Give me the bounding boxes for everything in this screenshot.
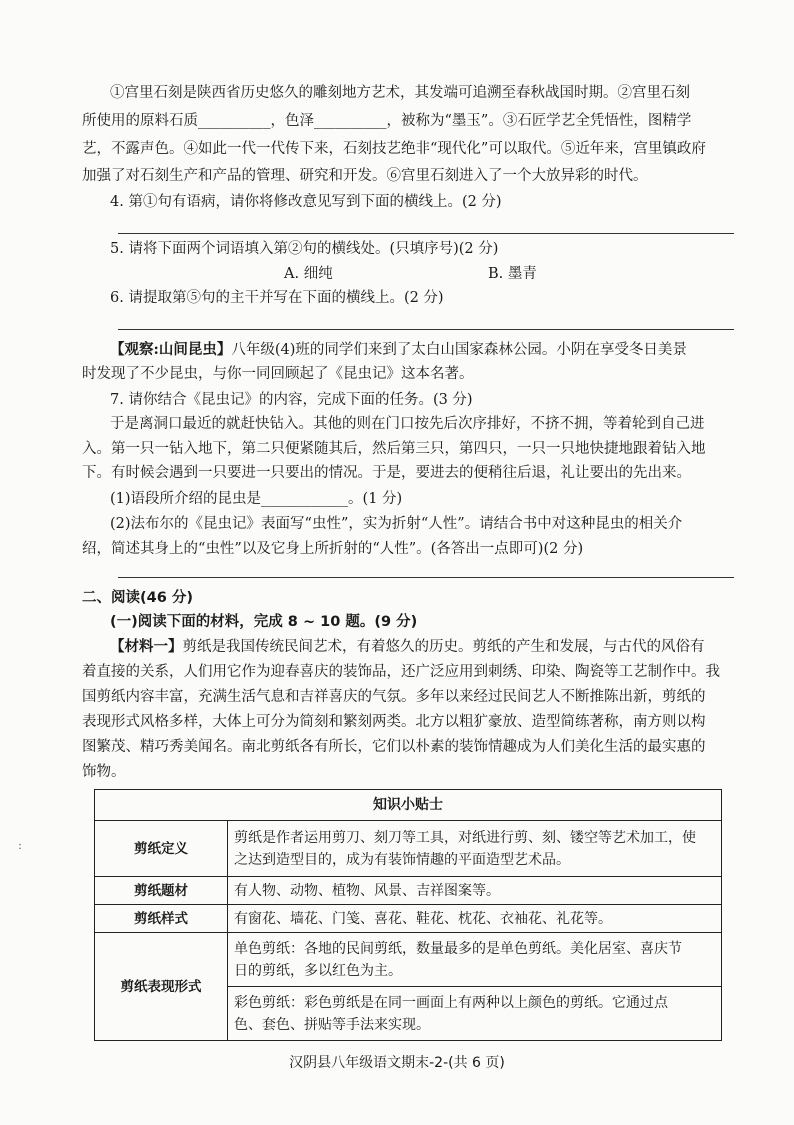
- section-2-heading: 二、阅读(46 分): [82, 590, 193, 606]
- excerpt-line-1: 于是离洞口最近的就赶快钻入。其他的则在门口按先后次序排好，不挤不拥，等着轮到自己进: [110, 416, 705, 432]
- question-4: 4. 第①句有语病，请你将修改意见写到下面的横线上。(2 分): [110, 194, 502, 210]
- multi-color-line-1: 彩色剪纸：彩色剪纸是在同一画面上有两种以上颜色的剪纸。它通过点: [234, 994, 668, 1011]
- answer-line-q7-2[interactable]: [118, 577, 734, 578]
- observe-tag: 【观察:山间昆虫】: [110, 341, 232, 358]
- material1-tag: 【材料一】: [110, 638, 183, 655]
- material1-line-6: 饰物。: [82, 764, 126, 780]
- option-b: B. 墨青: [488, 266, 537, 282]
- multi-color-line-2: 色、套色、拼贴等手法来实现。: [234, 1016, 430, 1033]
- row-value-subjects: 有人物、动物、植物、风景、吉祥图案等。: [228, 877, 722, 905]
- passage-line-3: 艺，不露声色。④如此一代一代传下来，石刻技艺绝非“现代化”可以取代。⑤近年来，宫里镇政府: [82, 141, 706, 157]
- row-value-single-color: [228, 933, 722, 987]
- question-5: 5. 请将下面两个词语填入第②句的横线处。(只填序号)(2 分): [110, 241, 499, 257]
- excerpt-line-2: 入。第一只一钻入地下，第二只便紧随其后，然后第三只，第四只，一只一只地快捷地跟着钻入地: [82, 441, 706, 457]
- question-7-2-line-2: 绍，简述其身上的“虫性”以及它身上所折射的“人性”。(各答出一点即可)(2 分): [82, 541, 584, 557]
- row-value-definition: [228, 821, 722, 877]
- passage-line-1: ①宫里石刻是陕西省历史悠久的雕刻地方艺术，其发端可追溯至春秋战国时期。②宫里石刻: [110, 85, 690, 101]
- row-value-multi-color: [228, 987, 722, 1041]
- definition-line-2: 之达到造型目的，成为有装饰情趣的平面造型艺术品。: [234, 851, 570, 868]
- table-title: 知识小贴士: [95, 790, 722, 821]
- subsection-1-heading: (一)阅读下面的材料，完成 8 ~ 10 题。(9 分): [110, 614, 418, 630]
- observe-line-1: [110, 340, 742, 360]
- material1-text-1: 剪纸是我国传统民间艺术，有着悠久的历史。剪纸的产生和发展，与古代的风俗有: [182, 639, 705, 655]
- observe-text-1: 八年级(4)班的同学们来到了太白山国家森林公园。小阴在享受冬日美景: [231, 342, 687, 358]
- excerpt-line-3: 下。有时候会遇到一只要进一只要出的情况。于是，要进去的便稍往后退，礼让要出的先出来。: [82, 465, 691, 481]
- row-key-forms: 剪纸表现形式: [95, 933, 228, 1041]
- question-7-2-line-1: (2)法布尔的《昆虫记》表面写“虫性”，实为折射“人性”。请结合书中对这种昆虫的相关介: [110, 516, 683, 532]
- row-key-definition: 剪纸定义: [95, 821, 228, 877]
- material1-line-4: 表现形式风格多样，大体上可分为简刻和繁刻两类。北方以粗犷豪放、造型简练著称，南方则以构: [82, 714, 706, 730]
- answer-line-q4[interactable]: [118, 233, 734, 234]
- knowledge-tips-table: [94, 789, 722, 1041]
- question-6: 6. 请提取第⑤句的主干并写在下面的横线上。(2 分): [110, 290, 444, 306]
- material1-line-5: 图繁茂、精巧秀美闻名。南北剪纸各有所长，它们以朴素的装饰情趣成为人们美化生活的最实惠的: [82, 739, 706, 755]
- material1-line-2: 着直接的关系，人们用它作为迎春喜庆的装饰品，还广泛应用到刺绣、印染、陶瓷等工艺制作中。我: [82, 664, 720, 680]
- passage-line-4: 加强了对石刻生产和产品的管理、研究和开发。⑥宫里石刻进入了一个大放异彩的时代。: [82, 168, 648, 184]
- single-color-line-1: 单色剪纸：各地的民间剪纸，数量最多的是单色剪纸。美化居室、喜庆节: [234, 940, 682, 957]
- row-key-styles: 剪纸样式: [95, 905, 228, 933]
- page-footer: 汉阴县八年级语文期末-2-(共 6 页): [289, 1055, 505, 1071]
- single-color-line-2: 日的剪纸，多以红色为主。: [234, 962, 402, 979]
- observe-line-2: 时发现了不少昆虫，与你一同回顾起了《昆虫记》这本名著。: [82, 366, 474, 382]
- answer-line-q6[interactable]: [118, 329, 734, 330]
- row-value-styles: 有窗花、墙花、门笺、喜花、鞋花、枕花、衣袖花、礼花等。: [228, 905, 722, 933]
- question-7-1: (1)语段所介绍的昆虫是____________。(1 分): [110, 491, 403, 507]
- definition-line-1: 剪纸是作者运用剪刀、刻刀等工具，对纸进行剪、刻、镂空等艺术加工，使: [234, 829, 696, 846]
- passage-line-2: 所使用的原料石质__________，色泽__________，被称为“墨玉”。③石匠学艺全凭悟性，图精学: [82, 113, 692, 129]
- option-a: A. 细纯: [284, 266, 333, 282]
- question-7: 7. 请你结合《昆虫记》的内容，完成下面的任务。(3 分): [110, 392, 473, 408]
- row-key-subjects: 剪纸题材: [95, 877, 228, 905]
- material1-line-1: [110, 637, 742, 657]
- material1-line-3: 国剪纸内容丰富，充满生活气息和吉祥喜庆的气氛。多年以来经过民间艺人不断推陈出新，剪纸的: [82, 689, 706, 705]
- margin-mark: ː: [18, 838, 23, 852]
